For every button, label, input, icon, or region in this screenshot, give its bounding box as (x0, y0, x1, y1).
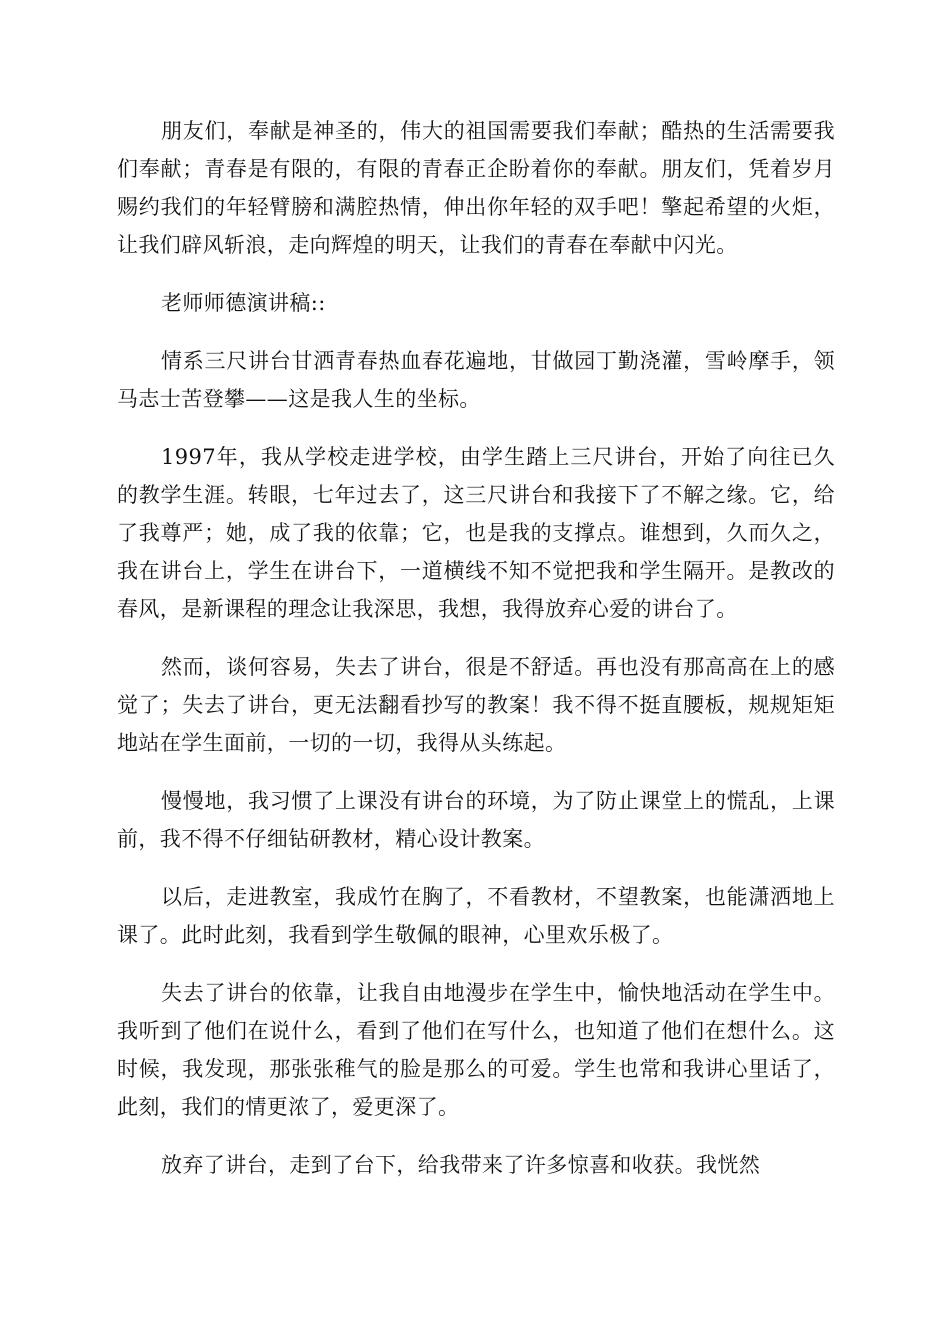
paragraph-1: 朋友们，奉献是神圣的，伟大的祖国需要我们奉献；酷热的生活需要我们奉献；青春是有限的，有限的青春正企盼着你的奉献。朋友们，凭着岁月赐约我们的年轻臂膀和满腔热情，伸出你年轻的双手吧！擎起希望的火炬，让我们辟风斩浪，走向辉煌的明天，让我们的青春在奉献中闪光。 (117, 119, 835, 257)
paragraph-6: 以后，走进教室，我成竹在胸了，不看教材，不望教案，也能潇洒地上课了。此时此刻，我看到学生敬佩的眼神，心里欢乐极了。 (117, 885, 835, 947)
paragraph-3: 1997年，我从学校走进学校，由学生踏上三尺讲台，开始了向往已久的教学生涯。转眼，七年过去了，这三尺讲台和我接下了不解之缘。它，给了我尊严；她，成了我的依靠；它，也是我的支撑点。谁想到，久而久之，我在讲台上，学生在讲台下，一道横线不知不觉把我和学生隔开。是教改的春风，是新课程的理念让我深思，我想，我得放弃心爱的讲台了。 (117, 445, 835, 621)
paragraph-5: 慢慢地，我习惯了上课没有讲台的环境，为了防止课堂上的慌乱，上课前，我不得不仔细钻研教材，精心设计教案。 (117, 789, 835, 851)
document-body (117, 112, 835, 1204)
paragraph-2: 情系三尺讲台甘洒青春热血春花遍地，甘做园丁勤浇灌，雪岭摩手，领马志士苦登攀——这是我人生的坐标。 (117, 349, 835, 411)
paragraph-8: 放弃了讲台，走到了台下，给我带来了许多惊喜和收获。我恍然 (161, 1153, 761, 1177)
section-heading: 老师师德演讲稿:: (161, 291, 326, 315)
paragraph-7: 失去了讲台的依靠，让我自由地漫步在学生中，愉快地活动在学生中。我听到了他们在说什么，看到了他们在写什么，也知道了他们在想什么。这时候，我发现，那张张稚气的脸是那么的可爱。学生也常和我讲心里话了，此刻，我们的情更浓了，爱更深了。 (117, 981, 835, 1119)
paragraph-4: 然而，谈何容易，失去了讲台，很是不舒适。再也没有那高高在上的感觉了；失去了讲台，更无法翻看抄写的教案！我不得不挺直腰板，规规矩矩地站在学生面前，一切的一切，我得从头练起。 (117, 655, 835, 755)
